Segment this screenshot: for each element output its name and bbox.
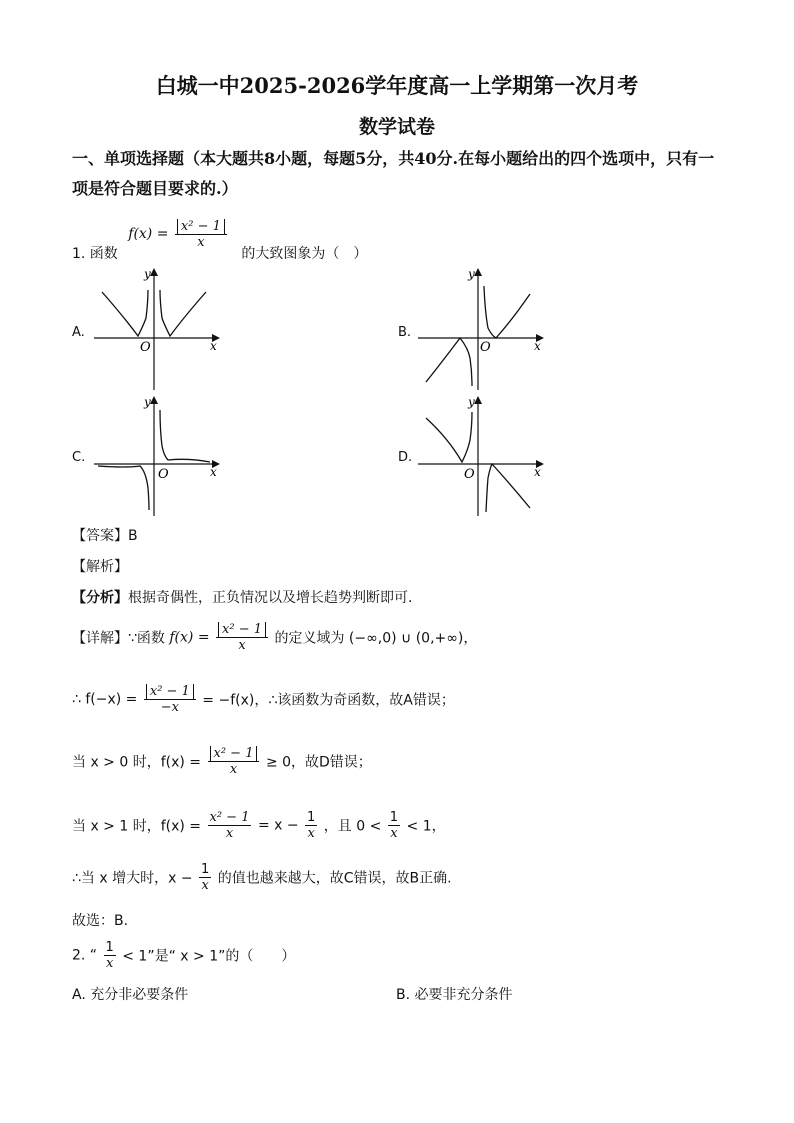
detail-fraction: [199, 862, 211, 893]
question-2-text: < 1”是“ x > 1”的（ ）: [122, 948, 296, 965]
fraction-numerator: x² − 1: [218, 622, 266, 637]
fraction-numerator: 1: [307, 810, 316, 825]
question-2-option-b[interactable]: B. 必要非充分条件: [396, 987, 513, 1003]
fenxi-tag: 【分析】: [72, 590, 128, 606]
origin-label: O: [158, 467, 169, 482]
page-title: 白城一中2025-2026学年度高一上学期第一次月考: [155, 73, 639, 98]
detail-fraction: [216, 622, 268, 653]
detail-function: f(x) =: [169, 629, 210, 646]
fraction-numerator: x² − 1: [177, 219, 225, 234]
detail-fraction: [305, 810, 317, 841]
y-axis-label: y: [468, 395, 475, 409]
detail-tag: 【详解】: [72, 630, 128, 647]
detail-fraction: [144, 684, 196, 715]
detail-line-5: [72, 862, 452, 893]
origin-label: O: [140, 340, 151, 355]
option-d-graph[interactable]: [412, 390, 552, 518]
detail-text: ，且 0 <: [323, 818, 382, 835]
option-b-graph[interactable]: [412, 262, 552, 392]
fraction-numerator: x² − 1: [210, 746, 258, 761]
detail-line-2: [72, 684, 455, 715]
fraction-denominator: x: [238, 638, 246, 653]
fraction-denominator: x: [225, 826, 234, 841]
detail-text: ∴当 x 增大时，x −: [72, 870, 193, 887]
x-axis-label: x: [534, 339, 541, 353]
origin-label: O: [464, 467, 475, 482]
question-number: 1. 函数: [72, 246, 118, 262]
section-heading: 一、单项选择题（本大题共8小题，每题5分，共40分.在每小题给出的四个选项中，只有一项是符合题目要求的.）: [72, 149, 715, 198]
detail-line-3: [72, 746, 372, 777]
fraction-numerator: x² − 1: [146, 684, 194, 699]
fraction-denominator: x: [197, 234, 205, 250]
detail-fraction: [208, 810, 252, 841]
detail-text: 的值也越来越大，故C错误，故B正确.: [217, 870, 452, 887]
option-d-label: D.: [398, 450, 413, 465]
fraction-denominator: x: [105, 956, 114, 971]
fraction-numerator: 1: [105, 940, 114, 955]
answer-value: B: [128, 528, 138, 544]
fraction-numerator: 1: [389, 810, 399, 825]
x-axis-label: x: [534, 465, 541, 479]
option-a-label: A.: [72, 325, 85, 340]
question-2-fraction: [104, 940, 116, 971]
detail-line-4: [72, 810, 446, 841]
question-2-option-a[interactable]: A. 充分非必要条件: [72, 987, 189, 1003]
detail-fraction: [208, 746, 260, 777]
fraction-denominator: x: [201, 878, 209, 893]
fraction-numerator: 1: [201, 862, 210, 877]
detail-text: < 1，: [406, 818, 446, 835]
x-axis-label: x: [210, 465, 217, 479]
question-1-stem: [72, 215, 367, 263]
option-c-graph[interactable]: [88, 390, 228, 518]
fraction-denominator: x: [390, 826, 398, 841]
function-name: f(x) =: [128, 226, 169, 242]
fraction-denominator: x: [307, 826, 315, 841]
option-c-label: C.: [72, 450, 86, 465]
conclusion: 故选：B.: [72, 913, 129, 929]
question-2-stem: [72, 940, 295, 971]
option-b-label: B.: [398, 325, 412, 340]
detail-fraction: [388, 810, 400, 841]
detail-text: = x −: [257, 817, 299, 834]
fraction-denominator: −x: [160, 700, 179, 715]
page-subtitle: 数学试卷: [358, 116, 435, 138]
y-axis-label: y: [144, 395, 151, 409]
detail-text: = −f(x)，∴该函数为奇函数，故A错误；: [202, 692, 455, 709]
detail-text: ≥ 0，故D错误；: [265, 754, 372, 771]
origin-label: O: [480, 340, 491, 355]
x-axis-label: x: [210, 339, 217, 353]
detail-text: 的定义域为 (−∞,0) ∪ (0,+∞)，: [274, 630, 478, 647]
function-fraction: [175, 219, 227, 250]
question-tail: 的大致图象为（ ）: [241, 246, 368, 262]
question-2-text: 2. “: [72, 947, 98, 964]
analysis-tag: 【解析】: [72, 559, 128, 575]
detail-line-1: [72, 622, 477, 653]
fenxi-line: [72, 587, 412, 607]
option-a-graph[interactable]: [88, 262, 228, 392]
detail-text: ∴ f(−x) =: [72, 691, 138, 708]
answer-line: [72, 525, 138, 545]
fraction-denominator: x: [229, 762, 238, 777]
y-axis-label: y: [468, 267, 475, 281]
detail-text: ∵函数: [128, 630, 165, 647]
fenxi-text: 根据奇偶性，正负情况以及增长趋势判断即可.: [128, 590, 413, 606]
detail-text: 当 x > 1 时，f(x) =: [72, 818, 202, 835]
answer-tag: 【答案】: [72, 528, 128, 544]
y-axis-label: y: [144, 267, 151, 281]
detail-text: 当 x > 0 时，f(x) =: [72, 754, 202, 771]
fraction-numerator: x² − 1: [209, 810, 250, 825]
